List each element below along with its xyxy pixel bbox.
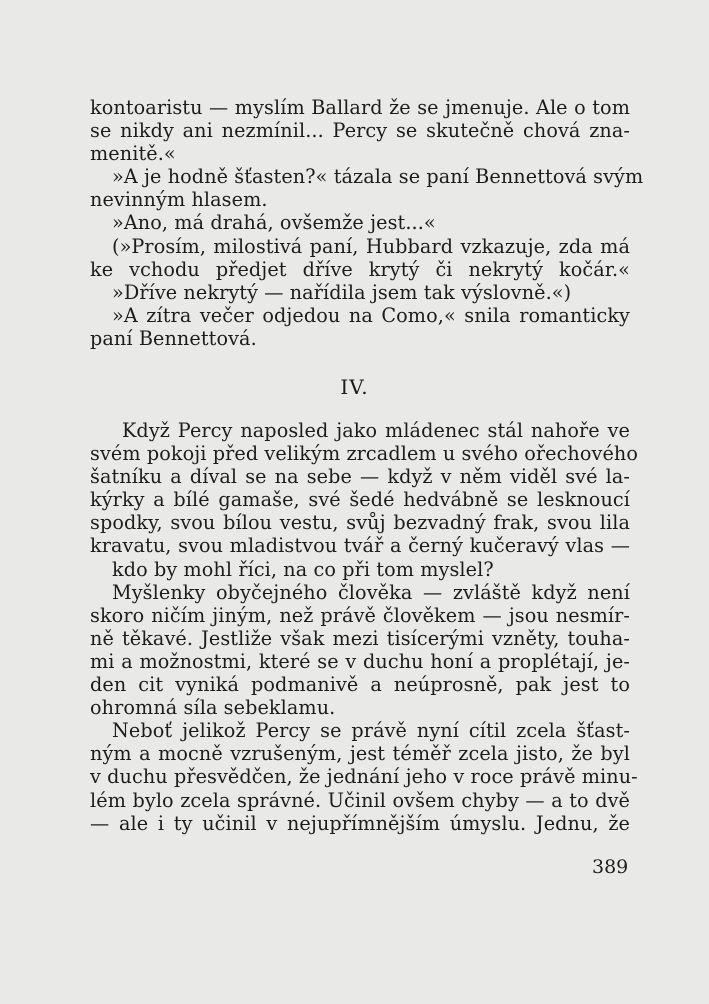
text-line: Neboť jelikož Percy se právě nyní cítil zcela šťast- (112, 719, 630, 743)
text-line: kravatu, svou mladistvou tvář a černý kučeravý vlas — (90, 534, 630, 558)
text-line: paní Bennettová. (90, 326, 257, 350)
text-line: kýrky a bílé gamaše, své šedé hedvábně se lesknoucí (90, 488, 630, 512)
text-line: spodky, svou bílou vestu, svůj bezvadný frak, svou lila (90, 511, 630, 535)
text-line: v duchu přesvědčen, že jednání jeho v roce právě minu- (90, 765, 638, 789)
text-line: »A zítra večer odjedou na Como,« snila romanticky (112, 303, 630, 327)
text-line: kdo by mohl říci, na co při tom myslel? (112, 557, 494, 581)
text-line: mi a možnostmi, které se v duchu honí a proplétají, je- (90, 649, 630, 673)
text-line: Myšlenky obyčejného člověka — zvláště když není (112, 580, 630, 604)
text-line: skoro ničím jiným, než právě člověkem — jsou nesmír- (90, 603, 630, 627)
text-line: »Ano, má drahá, ovšemže jest...« (112, 211, 436, 235)
text-line: ným a mocně vzrušeným, jest téměř zcela jisto, že byl (90, 742, 630, 766)
text-line: svém pokoji před velikým zrcadlem u svého ořechového (90, 442, 639, 466)
text-line: ke vchodu předjet dříve krytý či nekrytý kočár.« (90, 257, 630, 281)
text-line: ně těkavé. Jestliže však mezi tisícerými vzněty, touha- (90, 626, 630, 650)
page-number: 389 (592, 856, 629, 878)
text-block-dialogue (90, 96, 644, 350)
text-line: kontoaristu — myslím Ballard že se jmenuje. Ale o tom (90, 96, 630, 119)
text-line: šatníku a díval se na sebe — když v něm viděl své la- (90, 465, 630, 489)
text-line: ohromná síla sebeklamu. (90, 696, 336, 720)
text-line: »A je hodně šťasten?« tázala se paní Bennettová svým (112, 165, 644, 189)
text-line: »Dříve nekrytý — nařídila jsem tak výslovně.«) (112, 280, 572, 304)
text-line: se nikdy ani nezmínil... Percy se skutečně chová zna- (90, 119, 630, 143)
text-line: (»Prosím, milostivá paní, Hubbard vzkazuje, zda má (112, 234, 630, 258)
text-line: menitě.« (90, 142, 176, 166)
text-line: lém bylo zcela správné. Učinil ovšem chyby — a to dvě (90, 788, 630, 812)
text-line: den cit vyniká podmanivě a neúprosně, pak jest to (90, 673, 630, 697)
text-block-chapter (90, 419, 639, 835)
section-heading: IV. (340, 375, 369, 399)
text-line: Když Percy naposled jako mládenec stál nahoře ve (122, 419, 630, 442)
text-line: — ale i ty učinil v nejupřímnějším úmyslu. Jednu, že (90, 811, 630, 835)
text-line: nevinným hlasem. (90, 188, 268, 212)
